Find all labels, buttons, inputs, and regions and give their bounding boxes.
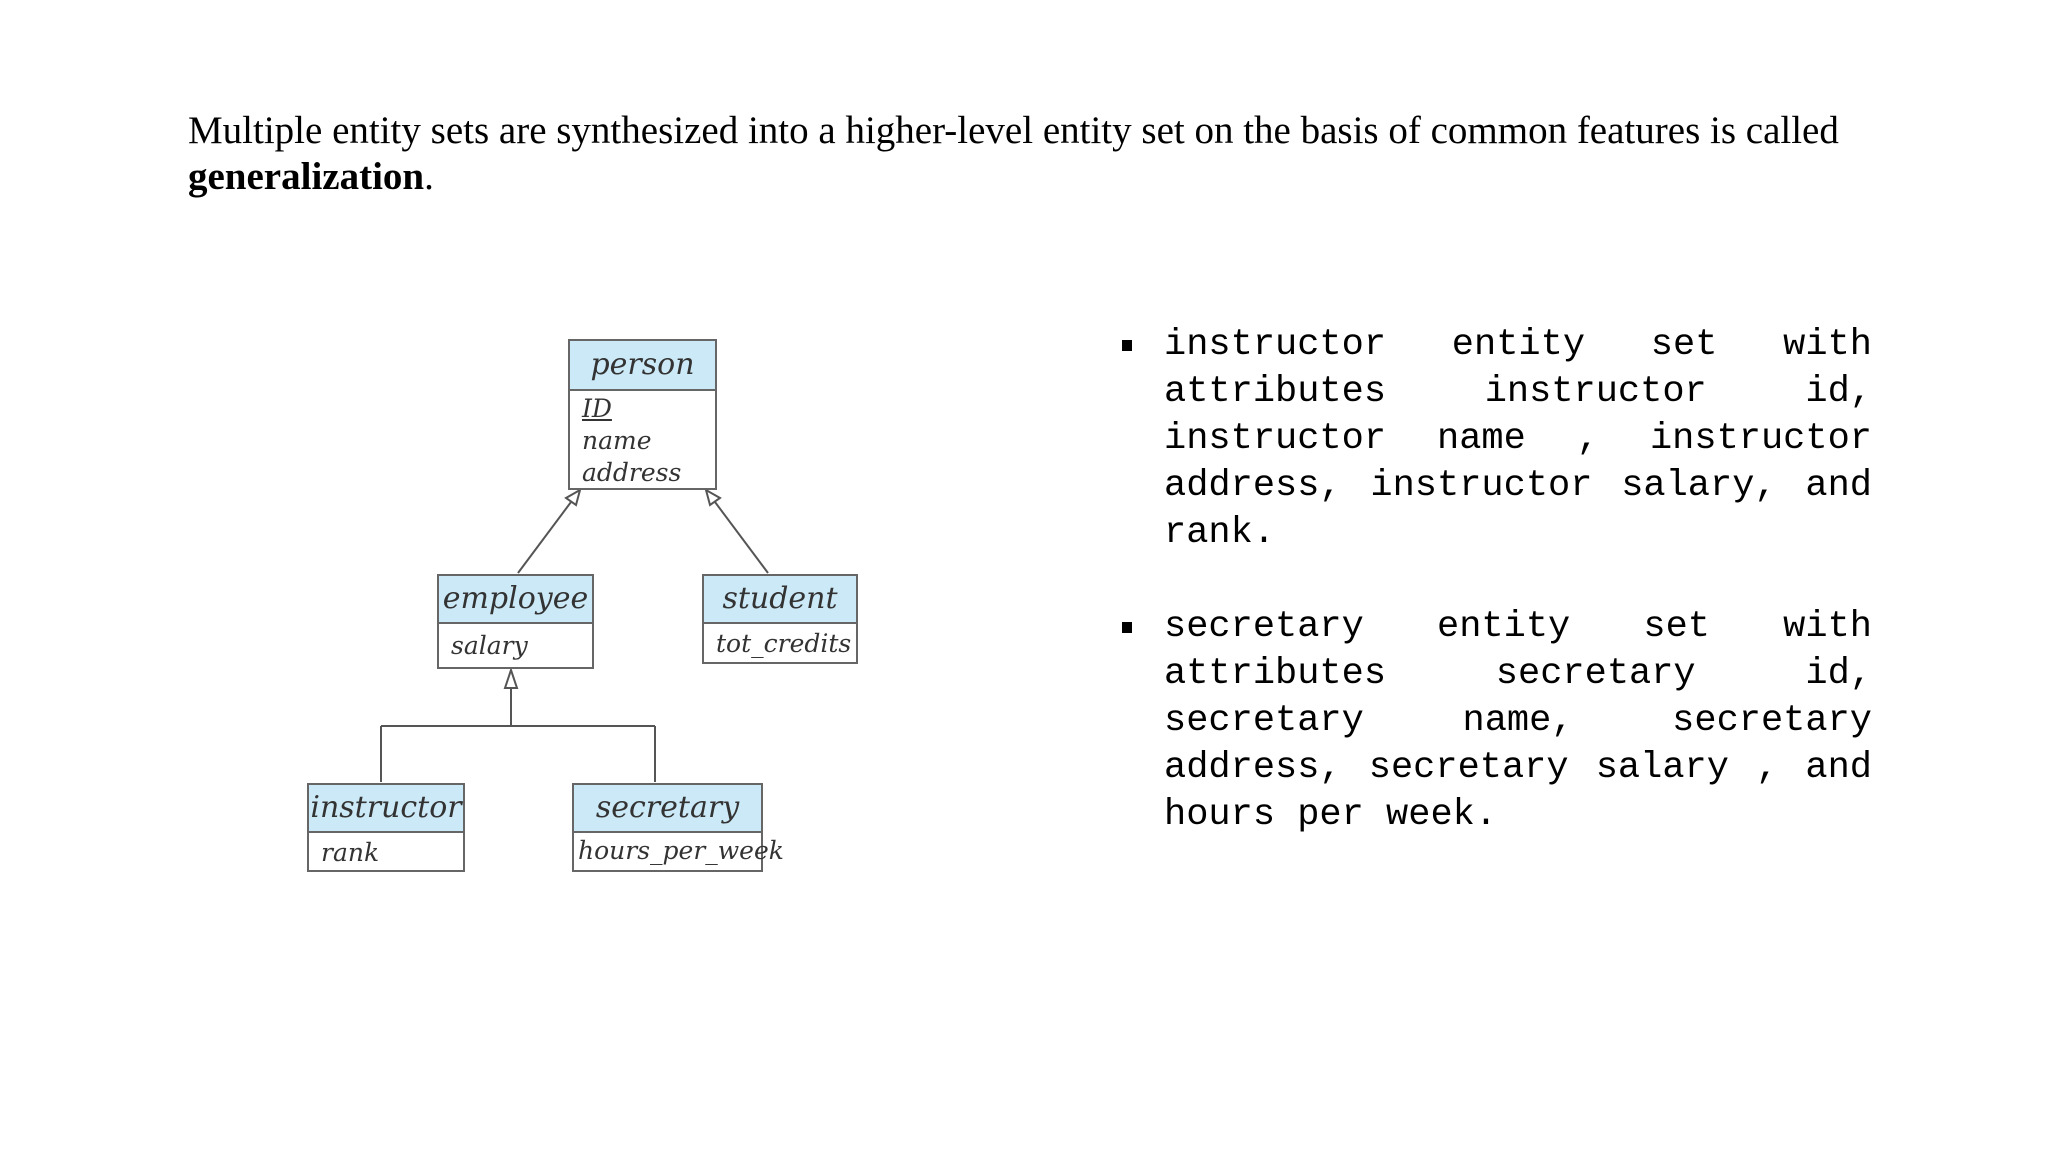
entity-instructor-name: instructor [309,785,463,833]
entity-instructor [307,783,465,872]
attribute-tot-credits: tot_credits [716,629,852,658]
bullet-text: instructor entity set with attributes instructor id, instructor name , instructor address, instructor salary, and rank. [1164,324,1872,554]
entity-person-attributes [570,391,715,489]
entity-secretary-attributes [574,833,784,867]
connector-employee-person [518,498,574,573]
attribute-salary: salary [451,631,528,660]
entity-instructor-attributes [309,833,463,869]
bullet-text: secretary entity set with attributes secretary id, secretary name, secretary address, secretary salary , and hours per week. [1164,606,1872,836]
entity-student-name: student [704,576,856,624]
bullet-list [1112,322,1872,886]
entity-student-attributes [704,624,856,660]
attribute-hours-per-week: hours_per_week [578,836,784,865]
intro-text: Multiple entity sets are synthesized into a higher-level entity set on the basis of common features is called [188,109,1839,152]
entity-person-name: person [570,341,715,391]
attribute-address: address [582,458,682,487]
entity-person [568,339,717,490]
arrowhead-person-left [566,490,580,505]
bullet-secretary [1112,604,1872,839]
entity-employee-name: employee [439,576,592,624]
arrowhead-employee [505,670,517,688]
attribute-rank: rank [321,838,380,867]
entity-secretary [572,783,784,872]
entity-secretary-name: secretary [574,785,761,833]
attribute-id: ID [582,394,612,423]
arrowhead-person-right [706,490,720,505]
intro-period: . [424,155,434,198]
attribute-name: name [582,426,652,455]
square-bullet-icon [1122,340,1132,351]
entity-employee-attributes [439,624,592,662]
connector-student-person [712,498,768,573]
bullet-instructor [1112,322,1872,557]
square-bullet-icon [1122,622,1132,633]
entity-student [702,574,858,664]
entity-employee [437,574,594,669]
intro-term: generalization [188,155,425,198]
